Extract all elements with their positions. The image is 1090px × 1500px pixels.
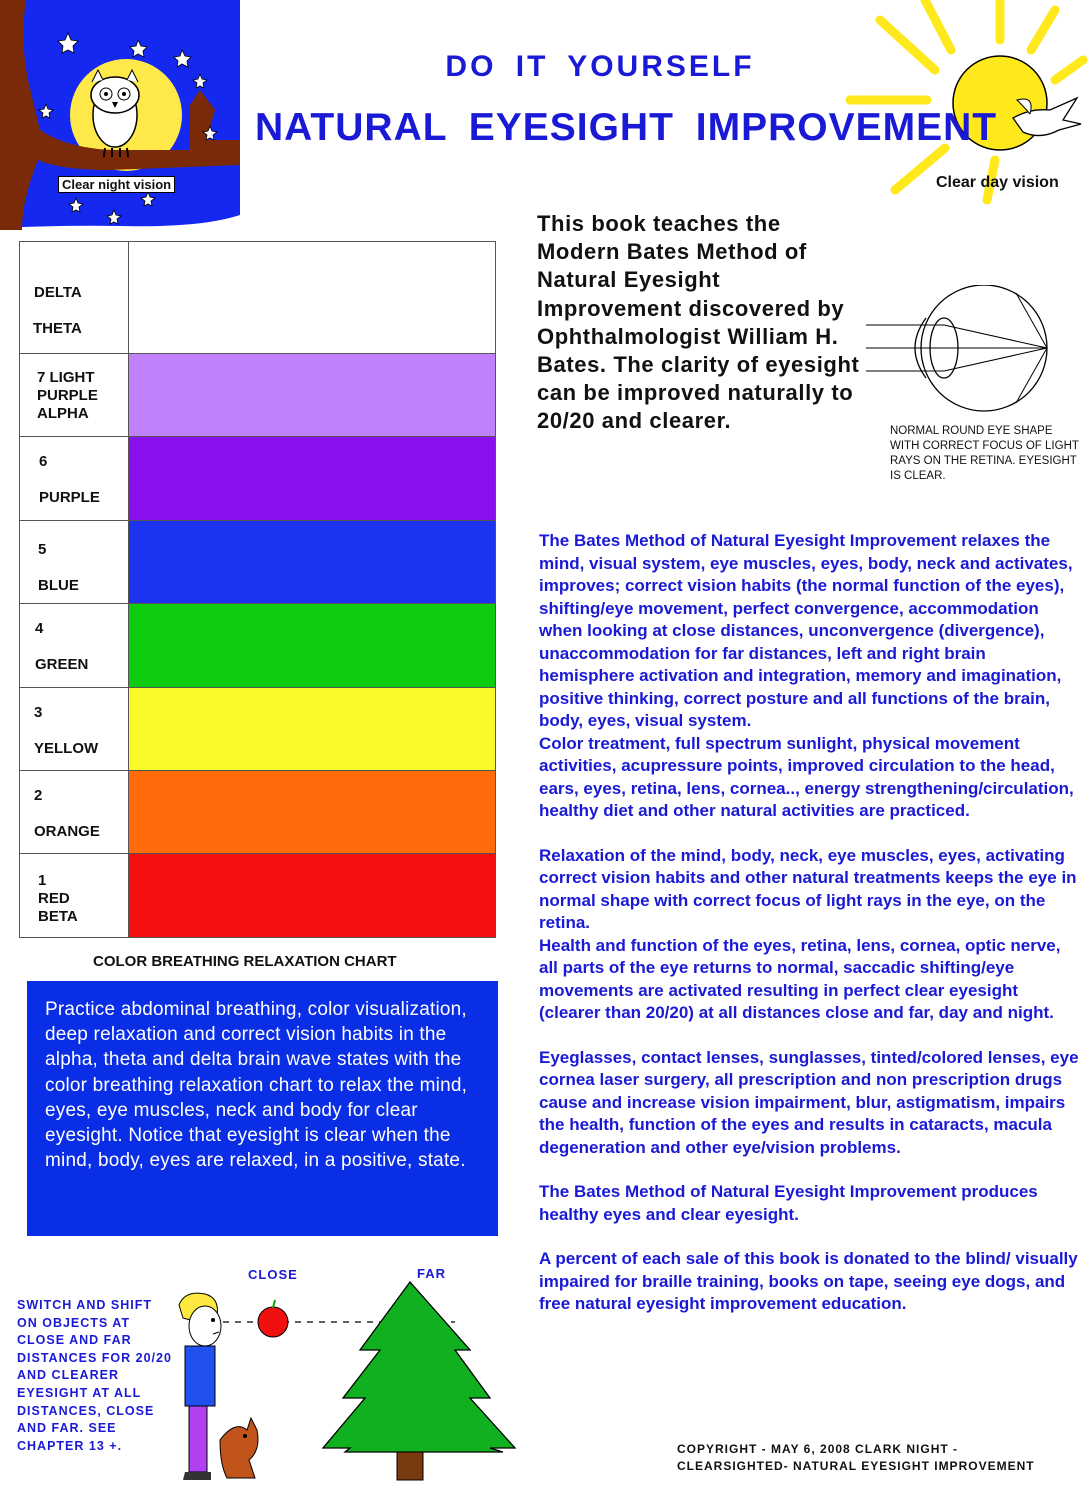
chart-row-label xyxy=(19,853,129,938)
eye-diagram xyxy=(866,285,1056,415)
paragraph xyxy=(539,1181,1084,1226)
chart-label-line: THETA xyxy=(33,320,82,337)
paragraph xyxy=(539,530,1084,733)
chart-row-label xyxy=(19,353,129,437)
copyright-notice xyxy=(677,1441,1035,1475)
paragraph xyxy=(539,733,1084,823)
chart-label-line: 6 xyxy=(39,453,48,470)
paragraph xyxy=(539,935,1084,1025)
chart-row-light-purple xyxy=(19,353,496,437)
paragraph-text: A percent of each sale of this book is donated to the blind/ visually impaired for braille training, books on tape, seeing eye dogs, and free natural eyesight improvement education. xyxy=(539,1249,1078,1313)
chart-row-label xyxy=(19,687,129,771)
eye-diagram-caption: NORMAL ROUND EYE SHAPE WITH CORRECT FOCUS OF LIGHT RAYS ON THE RETINA. EYESIGHT IS CLEAR. xyxy=(890,425,1079,482)
chart-label-line: 5 xyxy=(38,541,47,558)
chart-row-label xyxy=(19,520,129,604)
paragraph xyxy=(539,1047,1084,1160)
night-scene-illustration xyxy=(0,0,245,230)
chart-label-line: ORANGE xyxy=(34,823,100,840)
title-line-1: DO IT YOURSELF xyxy=(445,50,755,83)
chart-label-line: GREEN xyxy=(35,656,89,673)
chart-row-purple xyxy=(19,436,496,521)
switch-shift-instructions: SWITCH AND SHIFT ON OBJECTS AT CLOSE AND FAR DISTANCES FOR 20/20 AND CLEARER EYESIGHT AT ALL DISTANCES, CLOSE AND FAR. SEE CHAPTER 13 +. xyxy=(17,1298,172,1453)
chart-label-line: RED xyxy=(38,890,70,907)
chart-row-red xyxy=(19,853,496,938)
chart-caption: COLOR BREATHING RELAXATION CHART xyxy=(93,953,397,970)
chart-label-line: YELLOW xyxy=(34,740,99,757)
chart-row-label xyxy=(19,241,129,354)
chart-row-label xyxy=(19,770,129,854)
copyright-line-2: CLEARSIGHTED- NATURAL EYESIGHT IMPROVEMENT xyxy=(677,1459,1035,1473)
paragraph xyxy=(539,845,1084,935)
chart-row-orange xyxy=(19,770,496,854)
close-far-illustration xyxy=(165,1280,525,1485)
chart-label-line: BLUE xyxy=(38,577,79,594)
chart-row-green xyxy=(19,603,496,688)
main-text-column xyxy=(539,530,1084,1338)
chart-row-label xyxy=(19,603,129,688)
color-swatch-yellow xyxy=(129,687,496,771)
paragraph-text: Health and function of the eyes, retina, lens, cornea, optic nerve, all parts of the eye returns to normal, saccadic shifting/eye movements are activated resulting in perfect clear eyesight (clearer than 20/20) at all distances close and far, day and night. xyxy=(539,935,1061,1022)
color-swatch-light-purple xyxy=(129,353,496,437)
breathing-instructions-text: Practice abdominal breathing, color visualization, deep relaxation and correct vision habits in the alpha, theta and delta brain wave states with the color breathing relaxation chart to relax the mind, eyes, eye muscles, neck and body for clear eyesight. Notice that eyesight is clear when the mind, body, eyes are relaxed, in a positive, state. xyxy=(45,999,468,1172)
night-vision-label: Clear night vision xyxy=(58,176,175,193)
day-vision-label: Clear day vision xyxy=(936,174,1059,191)
breathing-instructions-box xyxy=(27,981,498,1236)
color-swatch-white xyxy=(129,241,496,354)
color-swatch-purple xyxy=(129,436,496,521)
color-swatch-blue xyxy=(129,520,496,604)
chart-label-line: ALPHA xyxy=(37,405,89,422)
chart-label-line: DELTA xyxy=(34,284,82,301)
chart-label-line: 7 LIGHT xyxy=(37,369,95,386)
chart-row-blue xyxy=(19,520,496,604)
chart-label-line: 3 xyxy=(34,704,43,721)
color-swatch-orange xyxy=(129,770,496,854)
paragraph-text: Relaxation of the mind, body, neck, eye muscles, eyes, activating correct vision habits and other natural treatments keeps the eye in normal shape with correct focus of light rays in the eye, on the retina. xyxy=(539,845,1077,932)
chart-row-delta-theta xyxy=(19,241,496,354)
paragraph-text: The Bates Method of Natural Eyesight Improvement relaxes the mind, visual system, eye muscles, eyes, body, neck and activates, improves; correct vision habits (the normal function of the eyes), shifting/eye movement, perfect convergence, accommodation when looking at close distances, unconvergence (divergence), unaccommodation for far distances, left and right brain hemisphere activation and integration, memory and imagination, positive thinking, correct posture and all functions of the brain, body, eyes, visual system. xyxy=(539,531,1073,730)
intro-text: This book teaches the Modern Bates Method of Natural Eyesight Improvement discovered by Ophthalmologist William H. Bates. The clarity of eyesight can be improved naturally to 20/20 and clearer. xyxy=(537,211,860,434)
paragraph-text: Color treatment, full spectrum sunlight, physical movement activities, acupressure points, improved circulation to the head, ears, eyes, retina, lens, cornea.., energy strengthening/circulation, healthy diet and other natural activities are practiced. xyxy=(539,733,1074,820)
chart-label-line: BETA xyxy=(38,908,78,925)
color-swatch-green xyxy=(129,603,496,688)
chart-label-line: PURPLE xyxy=(37,387,98,404)
close-label: CLOSE xyxy=(248,1267,298,1282)
paragraph xyxy=(539,1248,1084,1316)
chart-label-line: 1 xyxy=(38,872,47,889)
paragraph-text: The Bates Method of Natural Eyesight Improvement produces healthy eyes and clear eyesight. xyxy=(539,1182,1038,1224)
paragraph-text: Eyeglasses, contact lenses, sunglasses, tinted/colored lenses, eye cornea laser surgery, all prescription and non prescription drugs cause and increase vision impairment, blur, astigmatism, impairs the health, function of the eyes and results in cataracts, macula degeneration and other eye/vision problems. xyxy=(539,1047,1079,1157)
color-swatch-red xyxy=(129,853,496,938)
chart-label-line: PURPLE xyxy=(39,489,100,506)
chart-label-line: 2 xyxy=(34,787,43,804)
chart-row-yellow xyxy=(19,687,496,771)
far-label: FAR xyxy=(417,1266,446,1281)
copyright-line-1: COPYRIGHT - MAY 6, 2008 CLARK NIGHT - xyxy=(677,1442,959,1456)
chart-row-label xyxy=(19,436,129,521)
chart-label-line: 4 xyxy=(35,620,44,637)
title-line-2: NATURAL EYESIGHT IMPROVEMENT xyxy=(255,106,998,149)
